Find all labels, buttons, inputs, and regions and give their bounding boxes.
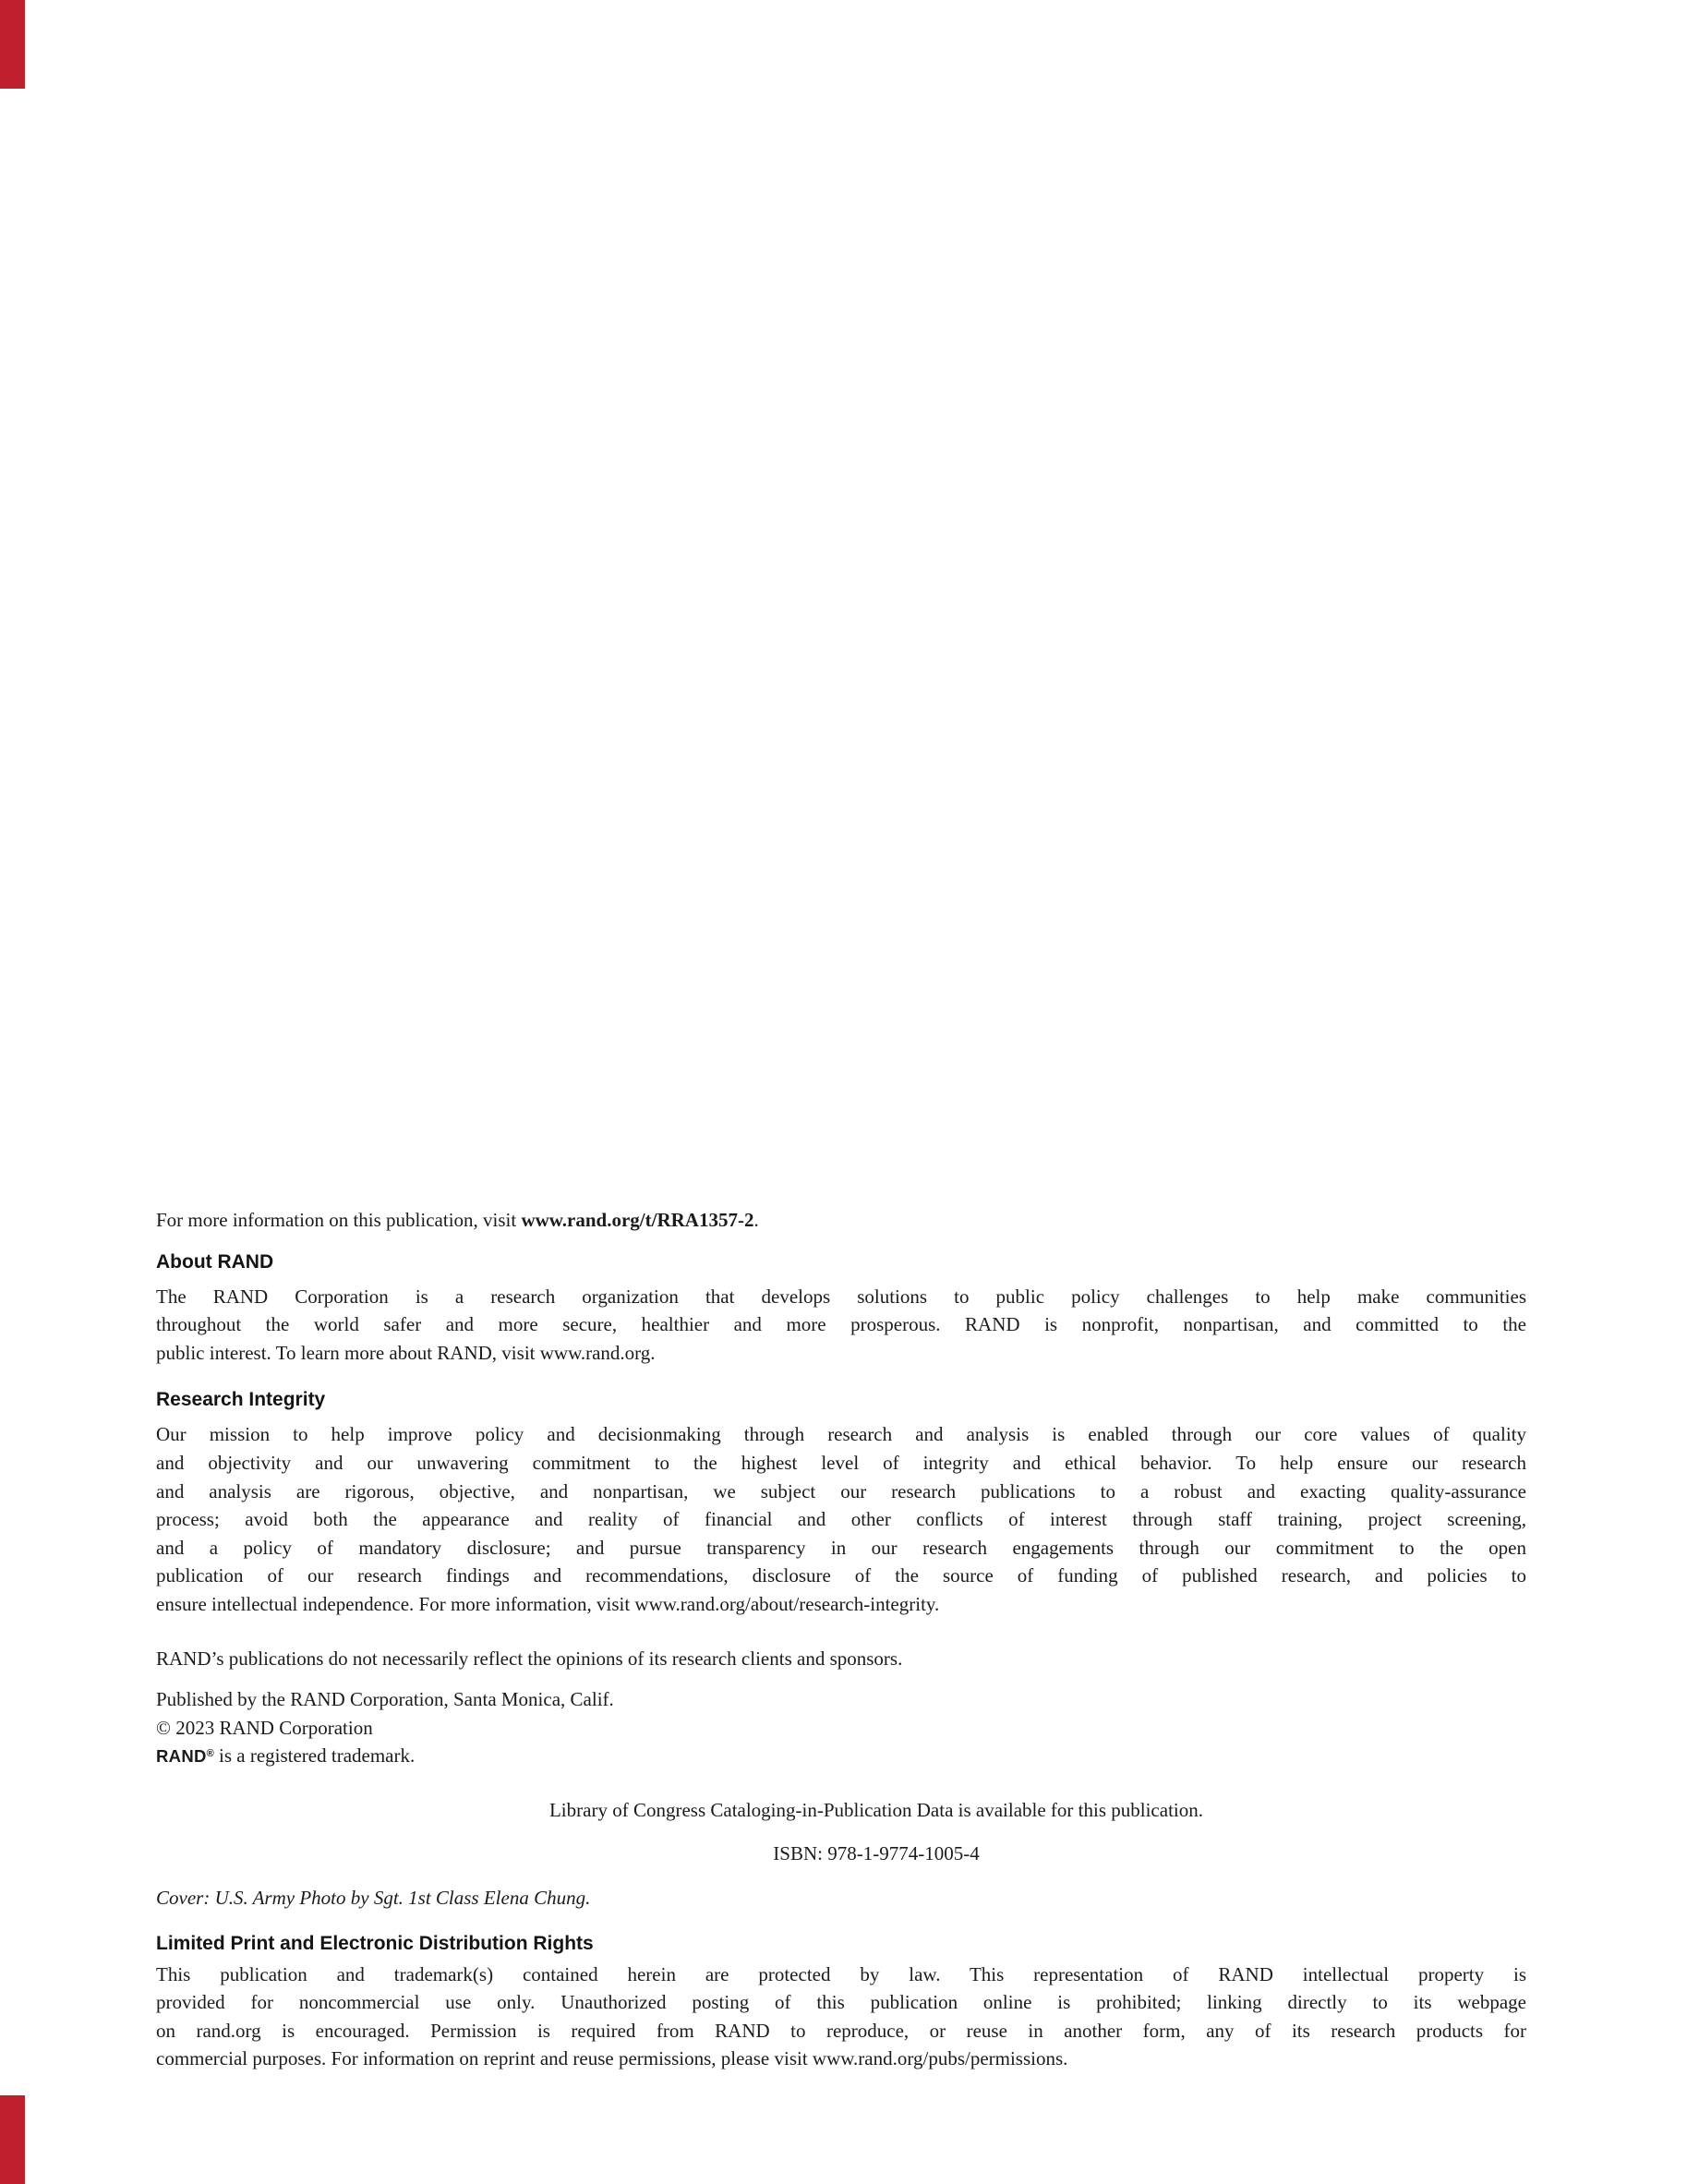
paragraph-line: provided for noncommercial use only. Unauthorized posting of this publication online is prohibited; linking directly to its webpage — [156, 1991, 1526, 2014]
trademark-text: is a registered trademark. — [213, 1744, 416, 1768]
publisher-block — [156, 1685, 1526, 1774]
paragraph-line: throughout the world safer and more secure, healthier and more prosperous. RAND is nonprofit, nonpartisan, and committed to the — [156, 1313, 1526, 1336]
paragraph-line: publication of our research findings and recommendations, disclosure of the source of funding of published research, and policies to — [156, 1564, 1526, 1587]
paragraph-line: on rand.org is encouraged. Permission is required from RAND to reproduce, or reuse in another form, any of its research products for — [156, 2019, 1526, 2042]
copyright-page-content — [156, 1206, 1526, 2073]
isbn-line: ISBN: 978-1-9774-1005-4 — [773, 1841, 980, 1864]
info-line-prefix: For more information on this publication, visit — [156, 1209, 522, 1231]
about-rand-paragraph — [156, 1283, 1526, 1368]
page-bleed-mark-bottom — [0, 2095, 25, 2184]
paragraph-line: process; avoid both the appearance and reality of financial and other conflicts of interest through staff training, project screening, — [156, 1508, 1526, 1531]
research-integrity-heading: Research Integrity — [156, 1389, 326, 1411]
trademark-line — [156, 1742, 1526, 1774]
publications-disclaimer: RAND’s publications do not necessarily reflect the opinions of its research clients and sponsors. — [156, 1647, 903, 1670]
paragraph-line: This publication and trademark(s) contained herein are protected by law. This representation of RAND intellectual property is — [156, 1962, 1526, 1985]
rand-publication-url: www.rand.org/t/RRA1357-2 — [521, 1209, 754, 1231]
registered-trademark-symbol: ® — [206, 1748, 214, 1760]
copyright-line: © 2023 RAND Corporation — [156, 1716, 373, 1739]
distribution-rights-paragraph — [156, 1961, 1526, 2073]
paragraph-line: and analysis are rigorous, objective, and nonpartisan, we subject our research publications to a robust and exacting quality-assurance — [156, 1479, 1526, 1502]
paragraph-line: commercial purposes. For information on reprint and reuse permissions, please visit www.rand.org/pubs/permissions. — [156, 2047, 1068, 2070]
paragraph-line: ensure intellectual independence. For more information, visit www.rand.org/about/research-integrity. — [156, 1592, 940, 1615]
info-line-suffix: . — [753, 1209, 759, 1231]
published-by-line: Published by the RAND Corporation, Santa Monica, Calif. — [156, 1688, 614, 1711]
paragraph-line: The RAND Corporation is a research organization that develops solutions to public policy challenges to help make communities — [156, 1285, 1526, 1308]
paragraph-line: Our mission to help improve policy and decisionmaking through research and analysis is enabled through our core values of quality — [156, 1423, 1526, 1446]
paragraph-line: and objectivity and our unwavering commitment to the highest level of integrity and ethical behavior. To help ensure our research — [156, 1451, 1526, 1474]
cover-credit-line: Cover: U.S. Army Photo by Sgt. 1st Class Elena Chung. — [156, 1887, 591, 1910]
library-of-congress-line: Library of Congress Cataloging-in-Publication Data is available for this publication. — [548, 1798, 1203, 1821]
distribution-rights-heading: Limited Print and Electronic Distribution Rights — [156, 1932, 594, 1954]
page-bleed-mark-top — [0, 0, 25, 89]
research-integrity-paragraph — [156, 1420, 1526, 1618]
paragraph-line: and a policy of mandatory disclosure; and pursue transparency in our research engagements through our commitment to the open — [156, 1536, 1526, 1559]
about-rand-heading: About RAND — [156, 1250, 274, 1273]
rand-wordmark: RAND — [156, 1746, 207, 1767]
info-line — [156, 1206, 1526, 1235]
paragraph-line: public interest. To learn more about RAND, visit www.rand.org. — [156, 1341, 656, 1364]
